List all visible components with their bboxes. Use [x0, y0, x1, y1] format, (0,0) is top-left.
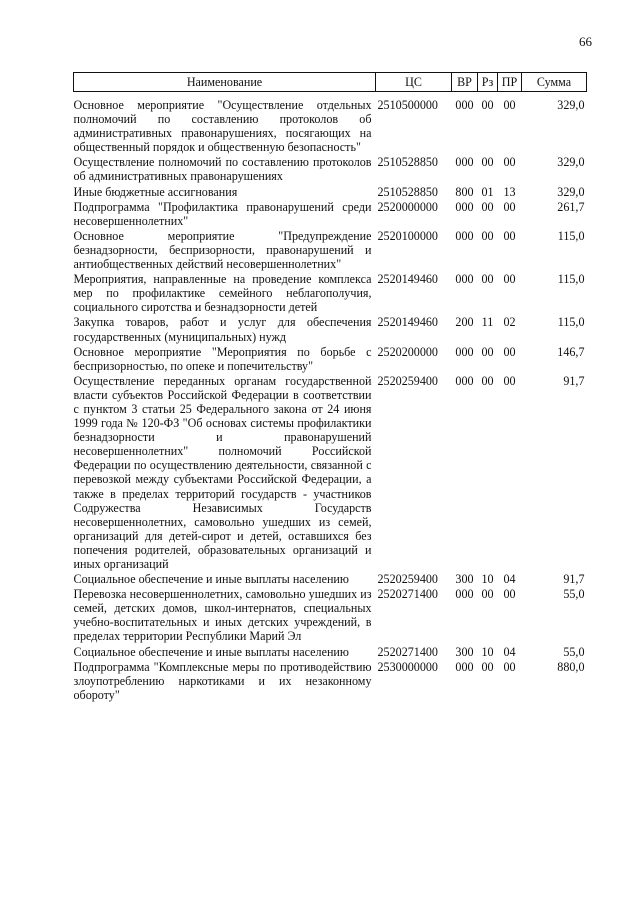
row-vr: 000: [455, 373, 474, 388]
table-row: [74, 660, 587, 703]
table-row: [74, 185, 587, 200]
row-cs: 2520271400: [377, 587, 438, 602]
row-vr: 200: [455, 315, 474, 330]
row-name: Основное мероприятие "Мероприятия по борьбе с беспризорностью, по опеке и попечительству": [73, 344, 372, 373]
row-vr: 000: [455, 228, 474, 243]
table-row: [74, 374, 587, 572]
row-name: Подпрограмма "Комплексные меры по противодействию злоупотреблению наркотиками и их незаконному обороту": [73, 659, 372, 702]
row-cs: 2520259400: [377, 572, 438, 587]
table-row: [74, 572, 587, 587]
row-name: Подпрограмма "Профилактика правонарушений среди несовершеннолетних": [73, 199, 372, 228]
header-name: Наименование: [74, 73, 376, 92]
row-cs: 2510528850: [377, 184, 438, 199]
row-rz: 11: [481, 315, 494, 330]
row-vr: 000: [455, 98, 474, 112]
table-row: [74, 92, 587, 156]
row-pr: 00: [503, 98, 516, 112]
row-rz: 10: [481, 644, 494, 659]
row-rz: 00: [481, 373, 494, 388]
row-rz: 10: [481, 572, 494, 587]
table-row: [74, 315, 587, 344]
budget-table: [73, 72, 587, 703]
row-name: Иные бюджетные ассигнования: [73, 184, 238, 199]
row-pr: 04: [503, 644, 516, 659]
row-name: Мероприятия, направленные на проведение комплекса мер по профилактике семейного неблагополучия, социального сиротства и безнадзорности детей: [73, 272, 372, 315]
row-rz: 01: [481, 184, 494, 199]
row-name: Социальное обеспечение и иные выплаты населению: [73, 644, 349, 659]
row-rz: 00: [481, 98, 494, 112]
table-body: [74, 92, 587, 703]
row-sum: 329,0: [557, 184, 585, 199]
table-row: [74, 200, 587, 229]
row-rz: 00: [481, 272, 494, 287]
page-number: 66: [579, 34, 592, 49]
row-sum: 55,0: [563, 644, 585, 659]
row-cs: 2530000000: [377, 659, 438, 674]
header-sum: Сумма: [522, 73, 587, 92]
row-sum: 880,0: [557, 659, 585, 674]
row-pr: 00: [503, 272, 516, 287]
table-row: [74, 345, 587, 374]
row-rz: 00: [481, 587, 494, 602]
header-rz: Рз: [478, 73, 498, 92]
row-sum: 261,7: [557, 199, 585, 214]
row-name: Осуществление полномочий по составлению протоколов об административных правонарушениях: [73, 155, 372, 184]
row-name: Закупка товаров, работ и услуг для обеспечения государственных (муниципальных) нужд: [73, 315, 372, 344]
row-sum: 115,0: [557, 228, 585, 243]
table-row: [74, 587, 587, 644]
row-pr: 00: [503, 155, 516, 170]
row-pr: 00: [503, 199, 516, 214]
row-rz: 00: [481, 199, 494, 214]
row-sum: 91,7: [563, 373, 585, 388]
row-rz: 00: [481, 344, 494, 359]
row-name: Социальное обеспечение и иные выплаты населению: [73, 572, 349, 587]
row-sum: 91,7: [563, 572, 585, 587]
row-cs: 2510528850: [377, 155, 438, 170]
row-vr: 300: [455, 572, 474, 587]
row-pr: 00: [503, 344, 516, 359]
row-sum: 146,7: [557, 344, 585, 359]
row-cs: 2520000000: [377, 199, 438, 214]
row-name: Основное мероприятие "Осуществление отдельных полномочий по составлению протоколов об административных правонарушениях, посягающих на общественный порядок и общественную безопасность": [73, 98, 372, 155]
row-cs: 2520100000: [377, 228, 438, 243]
row-pr: 13: [503, 184, 516, 199]
row-sum: 115,0: [557, 315, 585, 330]
header-pr: ПР: [498, 73, 522, 92]
row-cs: 2520149460: [377, 272, 438, 287]
row-pr: 04: [503, 572, 516, 587]
row-vr: 000: [455, 659, 474, 674]
row-sum: 115,0: [557, 272, 585, 287]
row-name: Осуществление переданных органам государственной власти субъектов Российской Федерации в соответствии с пунктом 3 статьи 25 Федерального закона от 24 июня 1999 года № 120-ФЗ "Об основах системы профилактики безнадзорности и правонарушений несовершеннолетних" полномочий Российской Федерации по осуществлению деятельности, связанной с перевозкой между субъектами Российской Федерации, а также в пределах территорий государств - участников Содружества Независимых Государств несовершеннолетних, самовольно ушедших из семей, организаций для детей-сирот и детей, оставшихся без попечения родителей, образовательных организаций и иных организаций: [73, 373, 372, 571]
row-pr: 02: [503, 315, 516, 330]
row-cs: 2520200000: [377, 344, 438, 359]
table-row: [74, 229, 587, 272]
row-cs: 2520259400: [377, 373, 438, 388]
row-pr: 00: [503, 587, 516, 602]
row-sum: 55,0: [563, 587, 585, 602]
row-vr: 000: [455, 587, 474, 602]
header-vr: ВР: [452, 73, 478, 92]
row-vr: 000: [455, 155, 474, 170]
row-cs: 2520149460: [377, 315, 438, 330]
table-header: [74, 73, 587, 92]
row-pr: 00: [503, 228, 516, 243]
row-rz: 00: [481, 155, 494, 170]
row-pr: 00: [503, 373, 516, 388]
row-cs: 2520271400: [377, 644, 438, 659]
row-name: Перевозка несовершеннолетних, самовольно ушедших из семей, детских домов, школ-интернатов, специальных учебно-воспитательных и иных детских учреждений, в пределах территории Республики Марий Эл: [73, 587, 372, 644]
row-rz: 00: [481, 228, 494, 243]
row-rz: 00: [481, 659, 494, 674]
table-row: [74, 272, 587, 315]
row-vr: 300: [455, 644, 474, 659]
row-sum: 329,0: [557, 98, 585, 112]
row-pr: 00: [503, 659, 516, 674]
table-row: [74, 155, 587, 184]
row-vr: 800: [455, 184, 474, 199]
row-vr: 000: [455, 199, 474, 214]
row-cs: 2510500000: [377, 98, 438, 112]
row-name: Основное мероприятие "Предупреждение безнадзорности, беспризорности, правонарушений и антиобщественных действий несовершеннолетних": [73, 228, 372, 272]
header-cs: ЦС: [376, 73, 452, 92]
row-vr: 000: [455, 272, 474, 287]
row-sum: 329,0: [557, 155, 585, 170]
row-vr: 000: [455, 344, 474, 359]
table-row: [74, 645, 587, 660]
